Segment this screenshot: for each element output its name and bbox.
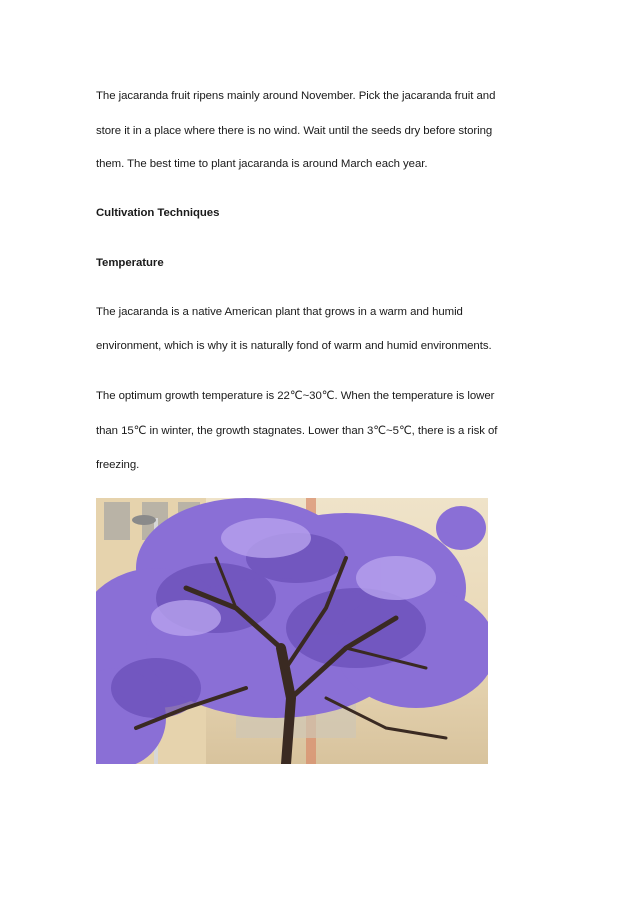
paragraph-native-line-2: environment, which is why it is naturally fond of warm and humid environments. <box>96 340 492 352</box>
heading-cultivation-techniques: Cultivation Techniques <box>96 207 220 219</box>
paragraph-fruit-line-3: them. The best time to plant jacaranda is around March each year. <box>96 158 428 170</box>
paragraph-optimum-line-2: than 15℃ in winter, the growth stagnates. Lower than 3℃~5℃, there is a risk of <box>96 425 498 437</box>
paragraph-fruit-line-1: The jacaranda fruit ripens mainly around November. Pick the jacaranda fruit and <box>96 90 496 102</box>
heading-temperature: Temperature <box>96 257 164 269</box>
building-window <box>104 502 130 540</box>
street-lamp-head <box>132 515 156 525</box>
jacaranda-tree-photo <box>96 498 488 764</box>
paragraph-fruit-line-2: store it in a place where there is no wind. Wait until the seeds dry before storing <box>96 125 493 137</box>
paragraph-native-line-1: The jacaranda is a native American plant that grows in a warm and humid <box>96 306 463 318</box>
jacaranda-photo-illustration <box>96 498 488 764</box>
paragraph-optimum-line-3: freezing. <box>96 459 140 471</box>
paragraph-optimum-line-1: The optimum growth temperature is 22℃~30℃. When the temperature is lower <box>96 390 495 402</box>
